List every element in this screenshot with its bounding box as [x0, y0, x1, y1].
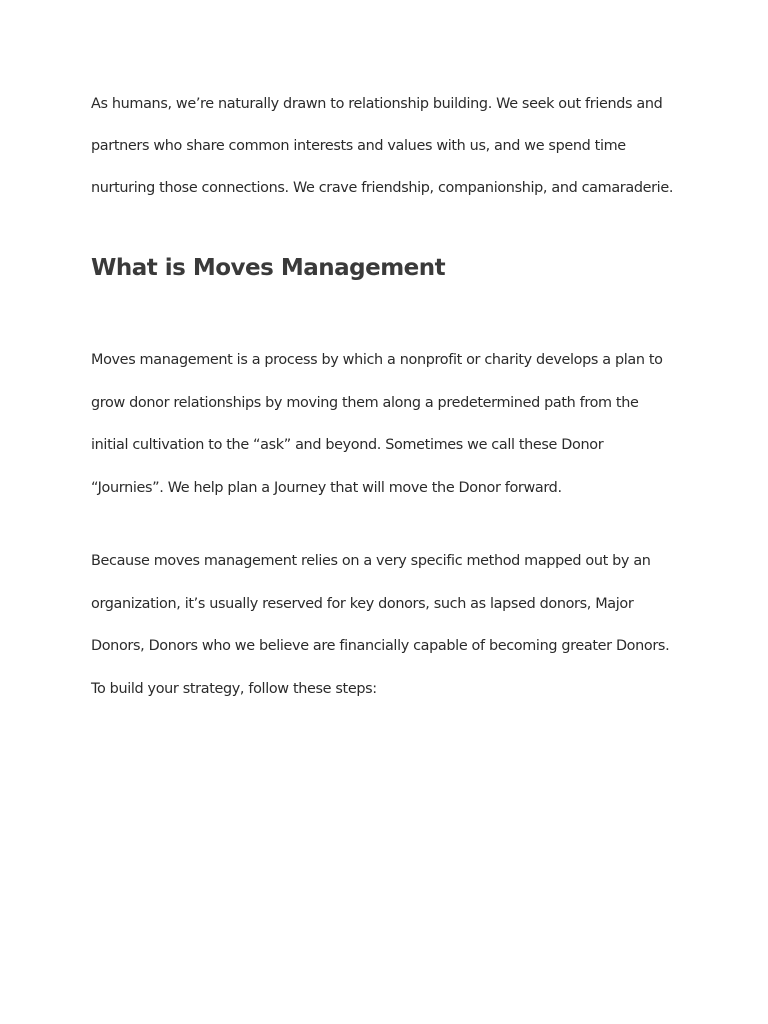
paragraph2-line-2: organization, it’s usually reserved for key donors, such as lapsed donors, Major — [91, 596, 634, 612]
intro-line-3: nurturing those connections. We crave friendship, companionship, and camaraderie. — [91, 180, 674, 196]
paragraph2-line-4: To build your strategy, follow these steps: — [91, 681, 377, 697]
paragraph2-line-3: Donors, Donors who we believe are financially capable of becoming greater Donors. — [91, 638, 670, 654]
paragraph1-line-3: initial cultivation to the “ask” and beyond. Sometimes we call these Donor — [91, 437, 604, 453]
intro-line-1: As humans, we’re naturally drawn to relationship building. We seek out friends and — [91, 96, 663, 112]
paragraph1-line-4: “Journies”. We help plan a Journey that will move the Donor forward. — [91, 480, 562, 496]
section-heading: What is Moves Management — [91, 255, 446, 281]
paragraph1-line-2: grow donor relationships by moving them along a predetermined path from the — [91, 395, 639, 411]
intro-line-2: partners who share common interests and values with us, and we spend time — [91, 138, 626, 154]
paragraph2-line-1: Because moves management relies on a very specific method mapped out by an — [91, 553, 651, 569]
paragraph1-line-1: Moves management is a process by which a nonprofit or charity develops a plan to — [91, 352, 663, 368]
